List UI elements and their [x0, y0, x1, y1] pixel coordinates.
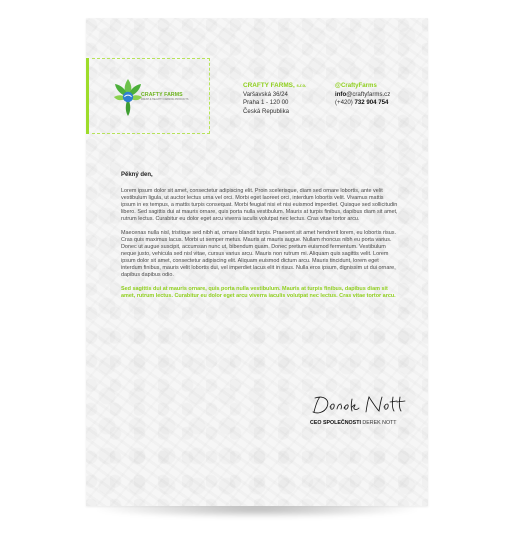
accent-bar — [86, 58, 89, 134]
letter-body — [121, 172, 398, 307]
company-address-block — [243, 82, 306, 116]
letter-paragraph-highlight: Sed sagittis dui at mauris ornare, quis porta nulla vestibulum. Mauris at turpis finibus, dapibus diam sit amet, rutrum lectus. Curabitur eu dolor eget arcu viverra iaculis volutpat nec lectus. Cras vitae tortor arcu. — [121, 286, 396, 299]
letter-paragraph-2: Maecenas nulla nisl, tristique sed nibh at, ornare blandit turpis. Praesent sit amet hendrerit lorem, eu lobortis risus. Cras quis maximus lacus. Morbi ut semper metus. Mauris at mauris augue. Nullam rhoncus nibh eu porta varius. Donec ut augue suscipit, accumsan nunc ut, bibendum quam. Donec pretium euismod fermentum. Vestibulum neque justo, vehicula sed nisl vitae, cursus varius arcu. Mauris non rutrum mi. Aliquam quis sagittis velit. Lorem ipsum dolor sit amet, consectetur adipiscing elit. Aliquam euismod dictum arcu. Mauris tincidunt, lorem eget interdum finibus, mauris velit lobortis dui, vel imperdiet lacus elit in risus. Nulla eros ipsum, dignissim ut dui ornare, dapibus dapibus odio. — [121, 230, 397, 278]
letterhead-page — [86, 18, 428, 506]
signer-name: DEREK NOTT — [362, 420, 397, 426]
contact-block — [335, 82, 390, 108]
signer-role: CEO SPOLEČNOSTI — [310, 420, 361, 426]
handwritten-signature — [308, 392, 408, 420]
logo-tagline: FRESH & HEALTHY FARMING PRODUCTS — [141, 98, 189, 101]
company-logo — [113, 76, 189, 118]
leaf-logo-icon — [113, 76, 143, 118]
company-name: CRAFTY FARMS, s.r.o. — [243, 82, 307, 89]
social-handle[interactable]: @CraftyFarms — [335, 82, 377, 89]
email-link[interactable]: info@craftyfarms.cz — [335, 90, 391, 98]
address-city: Praha 1 - 120 00 — [243, 99, 289, 107]
address-street: Varšavská 36/24 — [243, 90, 288, 98]
phone-number[interactable]: (+420) 732 904 754 — [335, 99, 389, 107]
signer-caption — [310, 420, 397, 426]
letter-greeting: Pěkný den, — [121, 172, 153, 178]
address-country: Česká Republika — [243, 107, 290, 115]
logo-wordmark: CRAFTY FARMS — [141, 92, 183, 98]
letter-paragraph-1: Lorem ipsum dolor sit amet, consectetur adipiscing elit. Proin scelerisque, diam sed ornare lobortis, ante velit vestibulum ligula, ut auctor lectus urna vel orci. Morbi eget laoreet orci, interdum lobortis velit. Vivamus mattis ipsum in ex tempus, a mattis turpis consequat. Morbi feugiat nisi et nisi euismod imperdiet. Quisque sed sollicitudin libero. Sed sagittis dui at mauris ornare, quis porta nulla vestibulum. Mauris at turpis finibus, dapibus diam sit amet, rutrum lectus. Curabitur eu dolor eget arcu viverra iaculis volutpat nec lectus. Cras vitae tortor arcu. — [121, 188, 398, 222]
